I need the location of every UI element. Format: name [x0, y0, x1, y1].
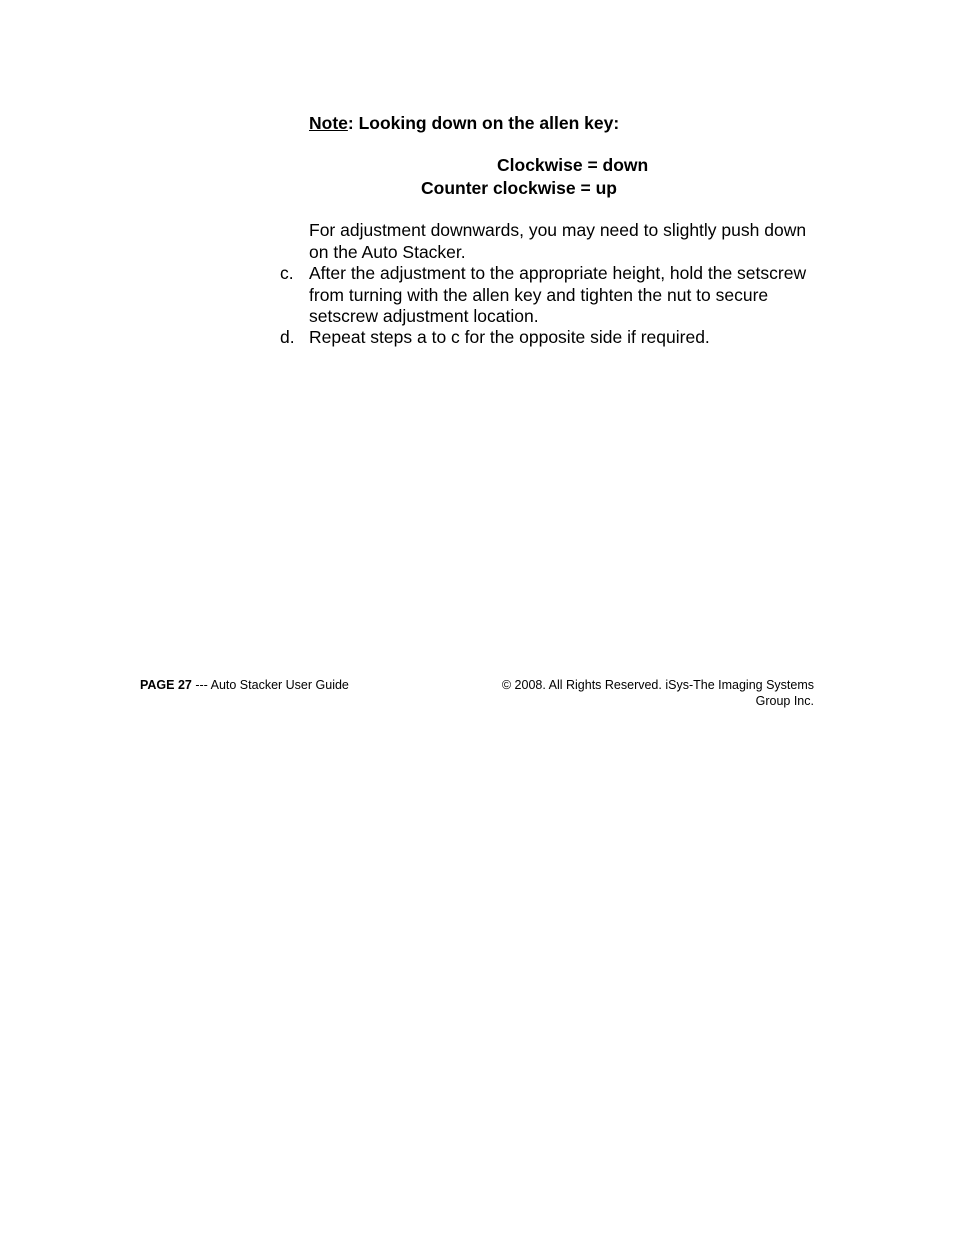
note-heading: [309, 113, 619, 134]
guide-title: --- Auto Stacker User Guide: [191, 678, 349, 692]
footer-page-info: [140, 678, 349, 692]
note-text: : Looking down on the allen key:: [347, 113, 620, 133]
list-item-text: Repeat steps a to c for the opposite side if required.: [309, 327, 710, 347]
note-label: Note: [309, 113, 348, 133]
page-number: PAGE 27: [140, 678, 192, 692]
adjustment-paragraph: For adjustment downwards, you may need to slightly push down on the Auto Stacker.: [309, 220, 807, 262]
clockwise-rule: Clockwise = down: [497, 155, 649, 175]
footer-copyright: © 2008. All Rights Reserved. iSys-The Imaging Systems Group Inc.: [501, 678, 814, 708]
list-marker: d.: [280, 327, 295, 347]
list-item-text: After the adjustment to the appropriate height, hold the setscrew from turning with the allen key and tighten the nut to secure setscrew adjustment location.: [309, 263, 807, 326]
counter-clockwise-rule: Counter clockwise = up: [421, 178, 617, 198]
list-marker: c.: [280, 263, 294, 283]
